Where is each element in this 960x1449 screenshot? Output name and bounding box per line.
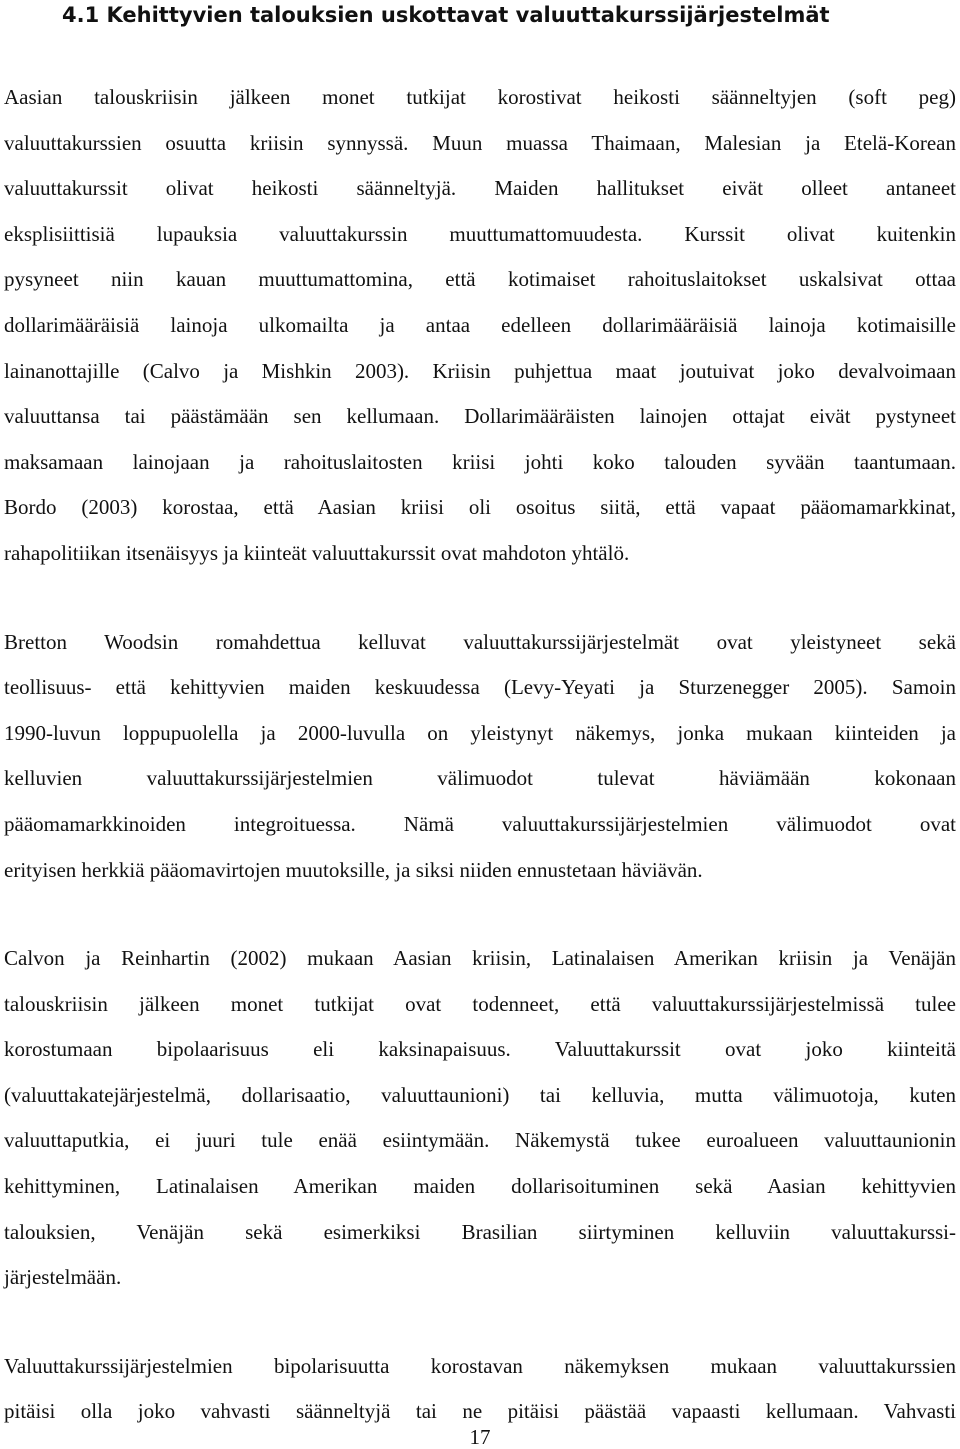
- text-line: erityisen herkkiä pääomavirtojen muutoksille, ja siksi niiden ennustetaan häviävän.: [4, 857, 703, 882]
- text-line: teollisuus- että kehittyvien maiden keskuudessa (Levy-Yeyati ja Sturzenegger 2005). Samoin: [4, 675, 956, 700]
- text-line: kelluvien valuuttakurssijärjestelmien välimuodot tulevat häviämään kokonaan: [4, 766, 956, 791]
- text-line: dollarimääräisiä lainoja ulkomailta ja antaa edelleen dollarimääräisiä lainoja kotimaisille: [4, 312, 956, 337]
- text-line: maksamaan lainojaan ja rahoituslaitosten kriisi johti koko talouden syvään taantumaan.: [4, 449, 956, 474]
- text-line: pysyneet niin kauan muuttumattomina, että kotimaiset rahoituslaitokset uskalsivat ottaa: [4, 267, 956, 292]
- text-line: pitäisi olla joko vahvasti säänneltyjä tai ne pitäisi päästää vapaasti kellumaan. Vahvasti: [4, 1399, 956, 1424]
- text-line: talouskriisin jälkeen monet tutkijat ovat todenneet, että valuuttakurssijärjestelmissä tulee: [4, 991, 956, 1016]
- paragraph-3: [4, 947, 956, 1312]
- paragraph-spacer: [4, 904, 956, 947]
- text-line: eksplisiittisiä lupauksia valuuttakurssin muuttumattomuudesta. Kurssit olivat kuitenkin: [4, 221, 956, 246]
- body-text: [4, 86, 956, 1446]
- page-number: 17: [469, 1425, 491, 1449]
- paragraph-2: [4, 631, 956, 905]
- paragraph-spacer: [4, 588, 956, 631]
- text-line: (valuuttakatejärjestelmä, dollarisaatio, valuuttaunioni) tai kelluvia, mutta välimuotoja, kuten: [4, 1082, 956, 1107]
- paragraph-1: [4, 86, 956, 588]
- text-line: Aasian talouskriisin jälkeen monet tutkijat korostivat heikosti säänneltyjen (soft peg): [4, 85, 956, 109]
- paragraph-spacer: [4, 1312, 956, 1355]
- text-line: Bretton Woodsin romahdettua kelluvat valuuttakurssijärjestelmät ovat yleistyneet sekä: [4, 629, 956, 654]
- text-line: järjestelmään.: [4, 1265, 122, 1290]
- text-line: kehittyminen, Latinalaisen Amerikan maiden dollarisoituminen sekä Aasian kehittyvien: [4, 1174, 956, 1199]
- text-line: 1990-luvun loppupuolella ja 2000-luvulla on yleistynyt näkemys, jonka mukaan kiinteiden ja: [4, 720, 956, 745]
- text-line: valuuttansa tai päästämään sen kellumaan. Dollarimääräisten lainojen ottajat eivät pystyneet: [4, 404, 956, 429]
- text-line: rahapolitiikan itsenäisyys ja kiinteät valuuttakurssit ovat mahdoton yhtälö.: [4, 540, 630, 565]
- text-line: Calvon ja Reinhartin (2002) mukaan Aasian kriisin, Latinalaisen Amerikan kriisin ja Venäjän: [4, 946, 956, 971]
- text-line: valuuttakurssien osuutta kriisin synnyssä. Muun muassa Thaimaan, Malesian ja Etelä-Korean: [4, 130, 956, 155]
- text-line: Bordo (2003) korostaa, että Aasian kriisi oli osoitus siitä, että vapaat pääomamarkkinat,: [4, 495, 956, 520]
- text-line: korostumaan bipolaarisuus eli kaksinapaisuus. Valuuttakurssit ovat joko kiinteitä: [4, 1037, 956, 1062]
- text-line: valuuttakurssit olivat heikosti säänneltyjä. Maiden hallitukset eivät olleet antaneet: [4, 176, 956, 201]
- text-line: Valuuttakurssijärjestelmien bipolarisuutta korostavan näkemyksen mukaan valuuttakurssien: [4, 1353, 956, 1378]
- text-line: pääomamarkkinoiden integroituessa. Nämä valuuttakurssijärjestelmien välimuodot ovat: [4, 811, 956, 836]
- text-line: talouksien, Venäjän sekä esimerkiksi Brasilian siirtyminen kelluviin valuuttakurssi-: [4, 1219, 956, 1244]
- section-heading: 4.1 Kehittyvien talouksien uskottavat valuuttakurssijärjestelmät: [62, 3, 830, 27]
- text-line: lainanottajille (Calvo ja Mishkin 2003). Kriisin puhjettua maat joutuivat joko devalvoimaan: [4, 358, 956, 383]
- text-line: valuuttaputkia, ei juuri tule enää esiintymään. Näkemystä tukee euroalueen valuuttaunionin: [4, 1128, 956, 1153]
